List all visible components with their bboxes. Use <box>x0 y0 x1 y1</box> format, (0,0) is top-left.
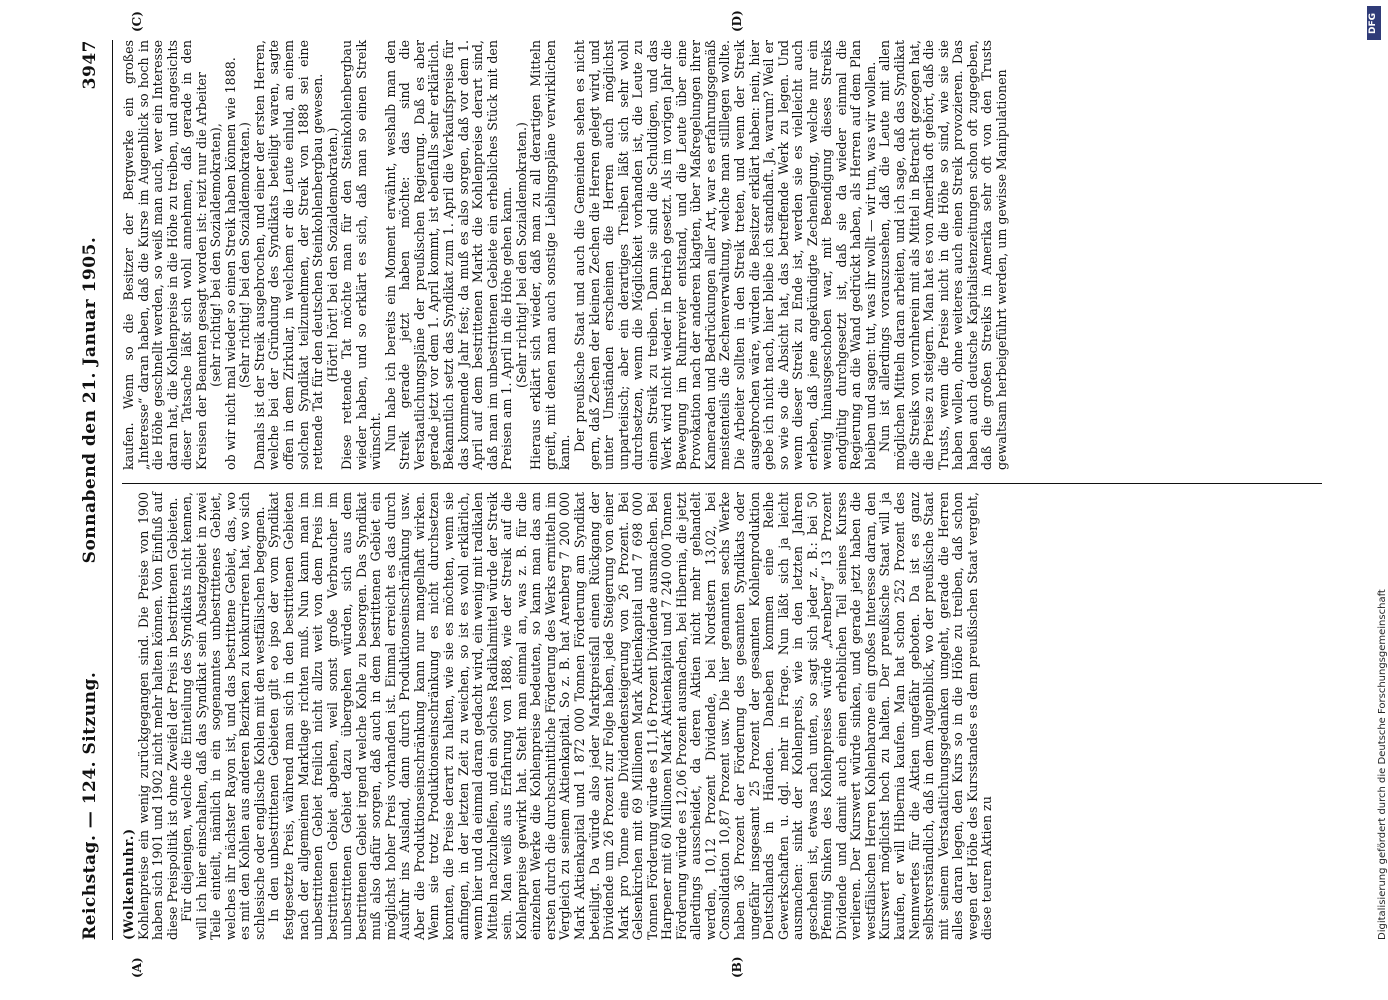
page-header <box>80 40 110 940</box>
header-left: Reichstag. — 124. Sitzung. <box>80 671 100 940</box>
interjection: (Sehr richtig! bei den Sozialdemokraten.) <box>237 122 253 388</box>
digitization-credit <box>1361 60 1388 940</box>
right-column <box>122 40 1022 470</box>
paragraph: Kohlenpreise ein wenig zurückgegangen sind. Die Preise von 1900 haben sich 1901 und 1902 nicht mehr halten können. Von Einfluß auf diese Preispolitik ist ohne Zweifel der Preis in bestrittenen Gebieten. <box>135 492 180 940</box>
interjection: (sehr richtig! bei den Sozialdemokraten), <box>208 123 224 387</box>
interjection: (Hört! hört! bei den Sozialdemokraten.) <box>324 127 340 383</box>
header-rule <box>112 40 113 940</box>
header-date: Sonnabend den 21. Januar 1905. <box>80 236 100 564</box>
speaker-name: (Wolkenhuhr.) <box>121 828 136 940</box>
credit-text: Digitalisierung gefördert durch die Deutsche Forschungsgemeinschaft <box>1377 589 1388 940</box>
dfg-logo <box>1367 6 1381 40</box>
dfg-logo-text: DFG <box>1368 12 1378 34</box>
newspaper-page <box>40 0 1370 1000</box>
paragraph: ob wir nicht mal wieder so einen Streik haben können wie 1888. <box>222 57 238 470</box>
paragraph: In den unbestrittenen Gebieten gilt eo ipso der vom Syndikat festgesetzte Preis, während man sich in den bestrittenen Gebieten nach der allgemeinen Marktlage richten muß. Nun kann man im unbestrittenen Gebiet freilich nicht allzu weit von dem Preis im bestrittenen Gebiet abgehen, weil sonst große Verbraucher im unbestrittenen Gebiet dazu übergehen würden, sich aus dem bestrittenen Gebiet irgend welche Kohle zu besorgen. Das Syndikat muß also dafür sorgen, daß auch in dem bestrittenen Gebiet ein möglichst hoher Preis vorhanden ist. Einmal erreicht es das durch Ausfuhr ins Ausland, dann durch Produktionseinschränkung usw. Aber die Produktionseinschränkung kann nur mangelhaft wirken. Wenn sie trotz Produktionseinschränkung es nicht durchsetzen konnten, die Preise derart zu halten, wie sie es möchten, wenn sie anfingen, in der letzten Zeit zu weichen, so ist es wohl erklärlich, wenn hier und da einmal daran gedacht wird, ein wenig mit radikalen Mitteln nachzuhelfen, und ein solches Radikalmittel würde der Streik sein. Man weiß aus Erfahrung von 1888, wie der Streik auf die Kohlenpreise gewirkt hat. Steht man einmal an, was z. B. für die einzelnen Werke die Kohlenpreise bedeuten, so kann man das am ersten durch die durchschnittliche Förderung des Werks ermitteln im Vergleich zu seinem Aktienkapital. So z. B. hat Arenberg 7 200 000 Mark Aktienkapital und 1 872 000 Tonnen Förderung am Syndikat beteiligt. Da würde also jeder Marktpreisfall einen Rückgang der Dividende um 26 Prozent zur Folge haben, jede Steigerung von einer Mark pro Tonne eine Dividendensteigerung von 26 Prozent. Bei Gelsenkirchen mit 69 Millionen Mark Aktienkapital und 7 698 000 Tonnen Förderung würde es 11,16 Prozent Dividende ausmachen. Bei Harpener mit 60 Millionen Mark Aktienkapital und 7 240 000 Tonnen Förderung würde es 12,06 Prozent ausmachen, bei Hibernia, die jetzt allerdings ausscheidet, da deren Aktien nicht mehr gehandelt werden, 10,12 Prozent Dividende, bei Nordstern 13,02, bei Consolidation 10,87 Prozent usw. Die hier genannten sechs Werke haben 36 Prozent der Förderung des gesamten Syndikats oder ungefähr insgesamt 25 Prozent der gesamten Kohlenproduktion Deutschlands in Händen. Daneben kommen eine Reihe Gewerkschaften u. dgl. mehr in Frage. Nun läßt sich ja leicht ausmachen: sinkt der Kohlenpreis, wie in den letzten Jahren geschehen ist, etwas nach unten, so sagt sich jeder z. B.: bei 50 Pfennig Sinken des Kohlenpreises würde „Arenberg“ 13 Prozent Dividende und damit auch einen erheblichen Teil seines Kurses verlieren. Der Kurswert würde sinken, und gerade jetzt haben die westfälischen Herren Kohlenbarone ein großes Interesse daran, den Kurswert möglichst hoch zu halten. Der preußische Staat will ja kaufen, er will Hibernia kaufen. Man hat schon 252 Prozent des Nennwertes für die Aktien ungefähr geboten. Da ist es ganz selbstverständlich, daß in dem Augenblick, wo der preußische Staat mit seinem Verstaatlichungsgedanken umgeht, gerade die Herren alles daran legen, den Kurs so in die Höhe zu treiben, daß schon wegen der Höhe des Kursstandes es dem preußischen Staat vergeht, diese teuren Aktien zu <box>266 492 995 940</box>
paragraph: Diese rettende Tat möchte man für den Steinkohlenbergbau wieder haben, und so erklärt es sich, daß man so einen Streik wünscht. <box>339 40 384 470</box>
speaker-label <box>122 492 137 940</box>
marginal-d: (D) <box>730 10 744 32</box>
marginal-c: (C) <box>130 11 144 32</box>
interjection: (Sehr richtig! bei den Sozialdemokraten.) <box>513 122 529 388</box>
paragraph: Nun habe ich bereits ein Moment erwähnt, weshalb man den Streik gerade jetzt haben möchte: das sind die Verstaatlichungspläne der preußischen Regierung. Daß es aber gerade jetzt vor dem 1. April kommt, ist ebenfalls sehr erklärlich. Bekanntlich setzt das Syndikat zum 1. April die Verkaufspreise für das kommende Jahr fest; da muß es also sorgen, daß vor dem 1. April auf dem bestrittenen Markt die Kohlenpreise derart sind, daß man im unbestrittenen Gebiete ein erhebliches Stück mit den Preisen am 1. April in die Höhe gehen kann. <box>382 40 515 470</box>
column-divider <box>122 483 1322 484</box>
paragraph: Hieraus erklärt sich wieder, daß man zu all derartigen Mitteln greift, mit denen man auch sonstige Lieblingspläne verwirklichen kann. <box>528 40 573 470</box>
marginal-b: (B) <box>730 956 744 978</box>
left-column <box>122 492 1022 940</box>
paragraph: Der preußische Staat und auch die Gemeinden sehen es nicht gern, daß Zechen der kleinen Zechen die Herren gelegt wird, und unter Umständen erscheinen die Herren auch möglichst unparteiisch; aber ein derartiges Treiben läßt sich sehr wohl durchsetzen, wenn die Möglichkeit vorhanden ist, die Leute zu einem Streik zu treiben. Dann sie sind die Schuldigen, und das Werk wird nicht wieder in Betrieb gesetzt. Als im vorigen Jahr die Bewegung im Ruhrrevier entstand, und die Leute über eine Provokation nach der anderen klagten, über Maßregelungen ihrer Kameraden und Bedrückungen aller Art, war es erfahrungsgemäß meistenteils die Zechenverwaltung, welche man stilllegen wollte. Die Arbeiter sollten in den Streik treten, und wenn der Streik ausgebrochen wäre, würden die Besitzer erklärt haben: nein, hier gebe ich nicht nach, hier bleibe ich standhaft. Ja, warum? Weil er so wie so die Absicht hat, das betreffende Werk zu legen. Und wenn dieser Streik zu Ende ist, werden sie es vielleicht auch erleben, daß jene angekündigte Zechenlegung, welche nur ein wenig hinausgeschoben war, mit Beendigung dieses Streiks endgültig durchgesetzt ist, daß sie da wieder einmal die Regierung an die Wand gedrückt haben, als Herren auf dem Plan bleiben und sagen: tut, was ihr wollt — wir tun, was wir wollen. <box>571 40 878 470</box>
paragraph: kaufen. Wenn so die Besitzer der Bergwerke ein großes „Interesse“ daran haben, daß die Kurse im Augenblick so hoch in die Höhe geschnellt werden, so weiß man auch, wer ein Interesse daran hat, die Kohlenpreise in die Höhe zu treiben, und angesichts dieser Tatsache läßt sich wohl annehmen, daß gerade in den Kreisen der Beamten gesagt worden ist: reizt nur die Arbeiter <box>121 40 209 470</box>
marginal-a: (A) <box>130 957 144 978</box>
paragraph: Damals ist der Streik ausgebrochen, und einer der ersten Herren, welche bei der Gründung des Syndikats beteiligt waren, sagte offen in dem Zirkular, in welchem er die Leute einlud, an einem solchen Syndikat teilzunehmen, der Streik von 1888 sei eine rettende Tat für den deutschen Steinkohlenbergbau gewesen. <box>251 40 326 470</box>
page-number: 3947 <box>80 40 100 90</box>
paragraph: Für diejenigen, welche die Einteilung des Syndikats nicht kennen, will ich hier einschalten, daß das Syndikat sein Absatzgebiet in zwei Teile einteilt, nämlich in ein sogenanntes unbestrittenes Gebiet, welches ihr nächster Rayon ist, und das bestrittene Gebiet, das, wo es mit den Kohlen aus anderen Bezirken zu konkurrieren hat, wo sich schlesische oder englische Kohlen mit den westfälischen begegnen. <box>179 492 267 940</box>
paragraph: Nun ist allerdings vorauszusehen, daß die Leute mit allen möglichen Mitteln daran arbeiten, und ich sage, daß das Syndikat die Streiks von vornherein mit als Mittel in Betracht gezogen hat, die Preise zu steigern. Man hat es von Amerika oft gehört, daß die Trusts, wenn die Preise nicht in die Höhe so sind, wie sie sie haben wollen, ohne weiteres auch einen Streik provozieren. Das haben auch deutsche Kapitalistenzeitungen schon oft zugegeben, daß die großen Streiks in Amerika sehr oft von den Trusts gewaltsam herbeigeführt werden, um gewisse Manipulationen <box>877 40 1009 470</box>
